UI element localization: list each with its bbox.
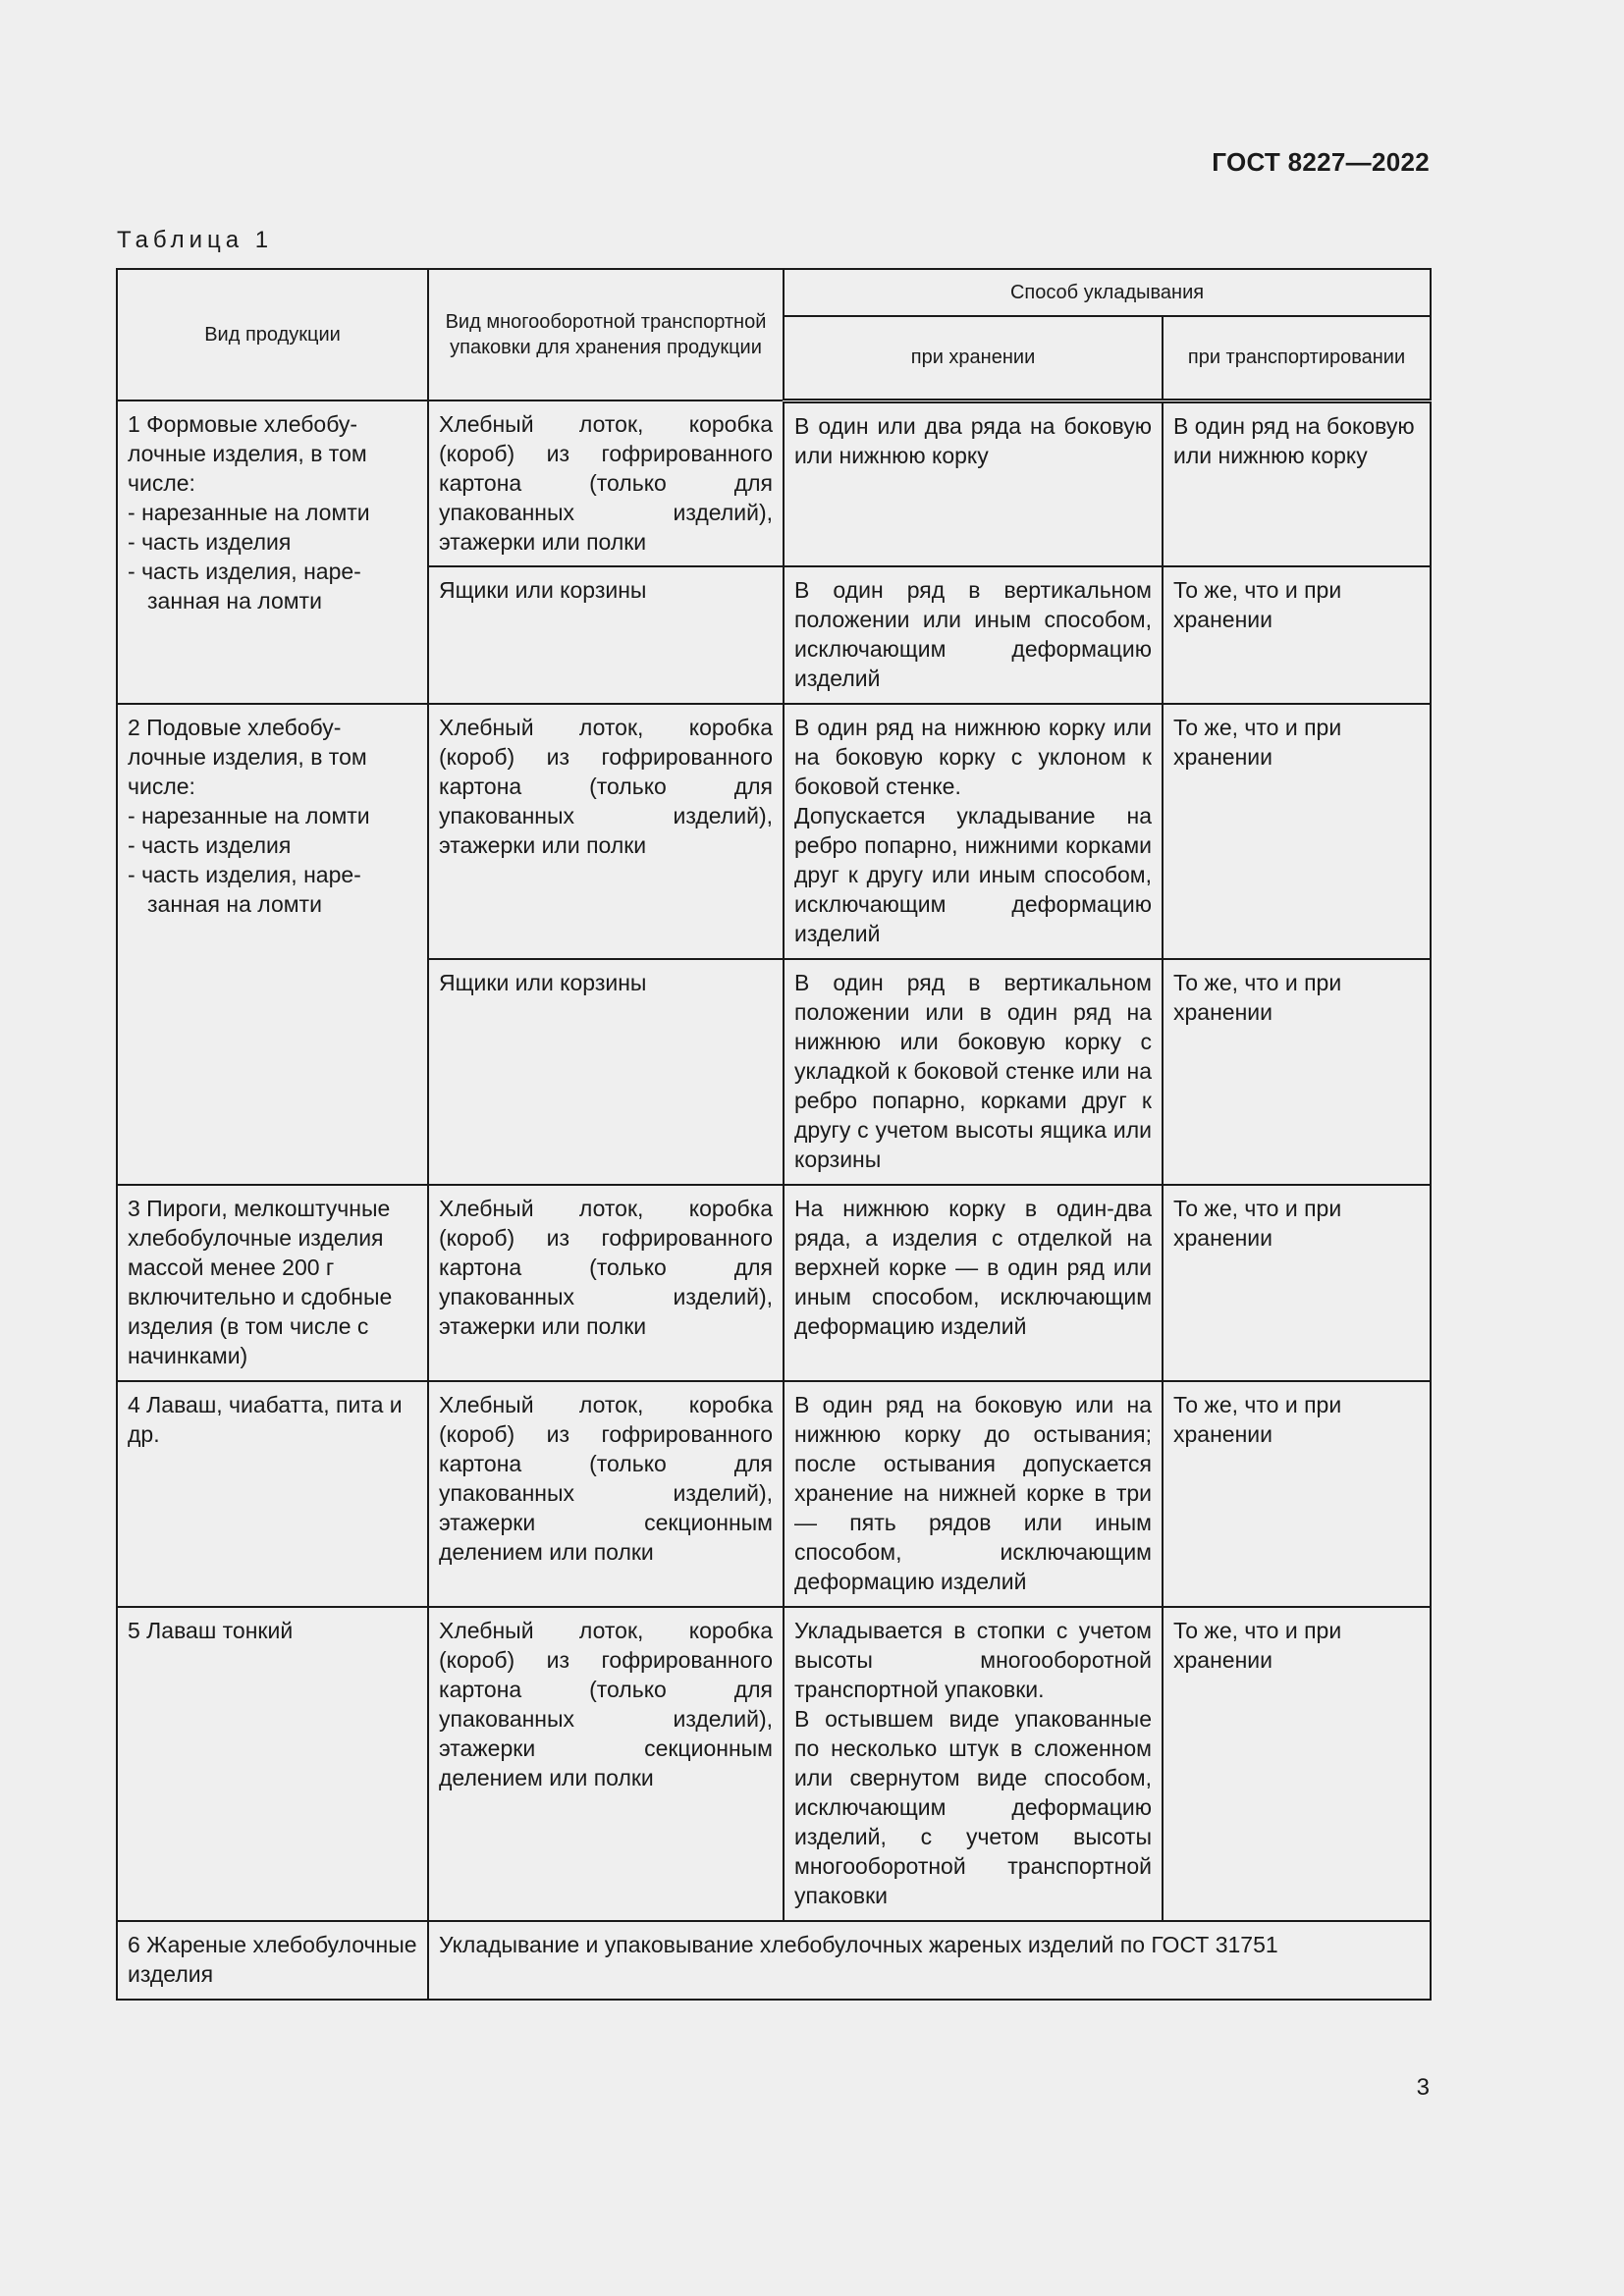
storage-text: Укладывается в стопки с учетом высоты многооборотной транспортной упаковки. — [794, 1618, 1152, 1702]
product-cell: 2 Подовые хлебобу- лочные изделия, в том числе: - нарезанные на ломти - часть изделия - часть изделия, наре-занная на ломти — [117, 704, 428, 1185]
product-item: часть изделия, наре-занная на ломти — [141, 559, 361, 614]
product-line: числе: — [128, 774, 195, 799]
product-item: нарезанные на ломти — [141, 500, 370, 525]
package-cell: Хлебный лоток, коробка (короб) из гофрированного картона (только для упакованных изделий), этажерки секционным делением или полки — [428, 1381, 784, 1607]
table-row — [117, 704, 1431, 959]
storage-cell: В один ряд в вертикальном положении или иным способом, исключающим деформацию изделий — [784, 566, 1163, 704]
package-cell: Ящики или корзины — [428, 959, 784, 1185]
product-item: часть изделия — [141, 832, 292, 858]
document-id: ГОСТ 8227—2022 — [1212, 147, 1430, 177]
page-number: 3 — [1416, 2074, 1430, 2101]
product-cell: 4 Лаваш, чиабатта, пита и др. — [117, 1381, 428, 1607]
transport-cell: То же, что и при хранении — [1163, 959, 1431, 1185]
table-row — [117, 1381, 1431, 1607]
product-line: 1 Формовые хлебобу- — [128, 411, 358, 437]
storage-cell: В один ряд в вертикальном положении или в один ряд на нижнюю или боковую корку с укладкой к боковой стенке или на ребро попарно, корками друг к другу с учетом высоты ящика или корзины — [784, 959, 1163, 1185]
header-product: Вид продукции — [117, 269, 428, 400]
product-cell: 3 Пироги, мелкоштучные хлебобулочные изделия массой менее 200 г включительно и сдобные изделия (в том числе с начинками) — [117, 1185, 428, 1381]
product-item: часть изделия — [141, 529, 292, 555]
storage-text-extra: Допускается укладывание на ребро попарно, нижними корками друг к другу или иным способом, исключающим деформацию изделий — [794, 803, 1152, 946]
package-cell: Хлебный лоток, коробка (короб) из гофрированного картона (только для упакованных изделий), этажерки секционным делением или полки — [428, 1607, 784, 1921]
product-cell: 1 Формовые хлебобу- лочные изделия, в том числе: - нарезанные на ломти - часть изделия - часть изделия, наре-занная на ломти — [117, 400, 428, 704]
product-line: 2 Подовые хлебобу- — [128, 715, 342, 740]
transport-cell: То же, что и при хранении — [1163, 566, 1431, 704]
transport-cell: То же, что и при хранении — [1163, 1381, 1431, 1607]
merged-method-cell: Укладывание и упаковывание хлебобулочных жареных изделий по ГОСТ 31751 — [428, 1921, 1431, 2000]
header-package: Вид многооборотной транспортной упаковки для хранения продукции — [428, 269, 784, 400]
storage-cell — [784, 704, 1163, 959]
storage-cell: В один ряд на боковую или на нижнюю корку до остывания; после остывания допускается хранение на нижней корке в три — пять рядов или иным способом, исключающим деформацию изделий — [784, 1381, 1163, 1607]
package-cell: Хлебный лоток, коробка (короб) из гофрированного картона (только для упакованных изделий), этажерки или полки — [428, 400, 784, 566]
package-cell: Хлебный лоток, коробка (короб) из гофрированного картона (только для упакованных изделий), этажерки или полки — [428, 704, 784, 959]
transport-cell: То же, что и при хранении — [1163, 1607, 1431, 1921]
table-row — [117, 1185, 1431, 1381]
product-line: лочные изделия, в том — [128, 744, 367, 770]
table-row — [117, 1607, 1431, 1921]
product-cell: 6 Жареные хлебобулочные изделия — [117, 1921, 428, 2000]
transport-cell: То же, что и при хранении — [1163, 1185, 1431, 1381]
product-cell: 5 Лаваш тонкий — [117, 1607, 428, 1921]
header-method: Способ укладывания — [784, 269, 1431, 316]
product-item: нарезанные на ломти — [141, 803, 370, 828]
storage-text-extra: В остывшем виде упакованные по несколько штук в сложенном или свернутом виде способом, исключающим деформацию изделий, с учетом высоты многооборотной транспортной упаковки — [794, 1706, 1152, 1908]
package-cell: Хлебный лоток, коробка (короб) из гофрированного картона (только для упакованных изделий), этажерки или полки — [428, 1185, 784, 1381]
storage-method-table — [116, 268, 1432, 2001]
transport-cell: То же, что и при хранении — [1163, 704, 1431, 959]
product-item: часть изделия, наре-занная на ломти — [141, 862, 361, 917]
table-caption: Таблица 1 — [117, 227, 274, 253]
storage-cell: На нижнюю корку в один-два ряда, а изделия с отделкой на верхней корке — в один ряд или иным способом, исключающим деформацию изделий — [784, 1185, 1163, 1381]
table-row — [117, 400, 1431, 566]
product-line: числе: — [128, 470, 195, 496]
storage-text: В один ряд на нижнюю корку или на боковую корку с уклоном к боковой стенке. — [794, 715, 1152, 799]
storage-cell: В один или два ряда на боковую или нижнюю корку — [784, 400, 1163, 566]
header-transport: при транспортировании — [1163, 316, 1431, 400]
package-cell: Ящики или корзины — [428, 566, 784, 704]
product-line: лочные изделия, в том — [128, 441, 367, 466]
header-storage: при хранении — [784, 316, 1163, 400]
transport-cell: В один ряд на боковую или нижнюю корку — [1163, 400, 1431, 566]
table-row — [117, 1921, 1431, 2000]
storage-cell — [784, 1607, 1163, 1921]
